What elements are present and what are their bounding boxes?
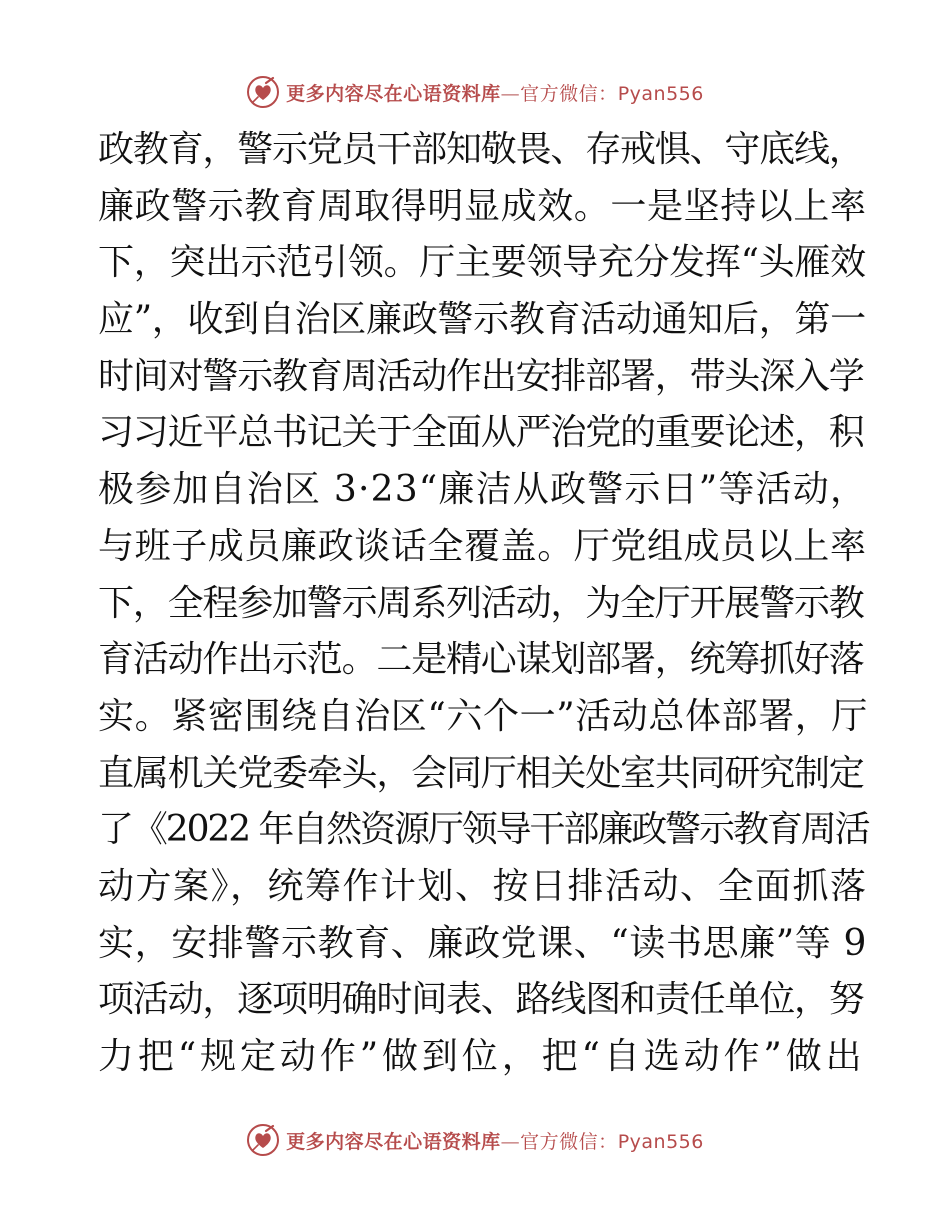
text-line: 下，全程参加警示周系列活动，为全厅开展警示教 [98,582,864,624]
text-line: 力把“规定动作”做到位，把“自选动作”做出 [98,1036,866,1077]
text-line: 直属机关党委牵头，会同厅相关处室共同研究制定 [98,752,864,794]
text-line: 育活动作出示范。二是精心谋划部署，统筹抓好落 [98,639,864,681]
text-line: 时间对警示教育周活动作出安排部署，带头深入学 [98,355,864,397]
text-line: 动方案》，统筹作计划、按日排活动、全面抓落 [98,865,868,907]
watermark-label: 官方微信： [520,1130,618,1153]
text-line: 实，安排警示教育、廉政党课、“读书思廉”等 9 [98,922,867,964]
heart-pen-logo-icon [246,1123,280,1157]
watermark-brand: 更多内容尽在心语资料库 [286,82,501,105]
watermark-brand: 更多内容尽在心语资料库 [286,1130,501,1153]
watermark-separator: — [500,1130,521,1153]
text-line: 了《2022 年自然资源厅领导干部廉政警示教育周活 [98,809,869,851]
text-line: 政教育，警示党员干部知敬畏、存戒惧、守底线， [98,129,864,170]
text-line: 应”，收到自治区廉政警示教育活动通知后，第一 [98,299,866,341]
watermark-separator: — [500,82,521,105]
watermark-account: Pyan556 [617,82,704,105]
footer-watermark [0,1120,950,1160]
text-line: 习习近平总书记关于全面从严治党的重要论述，积 [98,412,864,454]
header-watermark [0,72,950,112]
watermark-text [286,79,704,106]
text-line: 廉政警示教育周取得明显成效。一是坚持以上率 [98,185,867,227]
document-body [98,122,868,1086]
watermark-text [286,1127,704,1154]
watermark-label: 官方微信： [520,82,618,105]
text-line: 与班子成员廉政谈话全覆盖。厅党组成员以上率 [98,525,867,567]
heart-pen-logo-icon [246,75,280,109]
text-line: 下，突出示范引领。厅主要领导充分发挥“头雁效 [98,242,866,284]
text-line: 极参加自治区 3·23“廉洁从政警示日”等活动， [98,469,868,511]
text-line: 实。紧密围绕自治区“六个一”活动总体部署，厅 [98,695,869,737]
watermark-account: Pyan556 [617,1130,704,1153]
text-line: 项活动，逐项明确时间表、路线图和责任单位，努 [98,979,864,1021]
